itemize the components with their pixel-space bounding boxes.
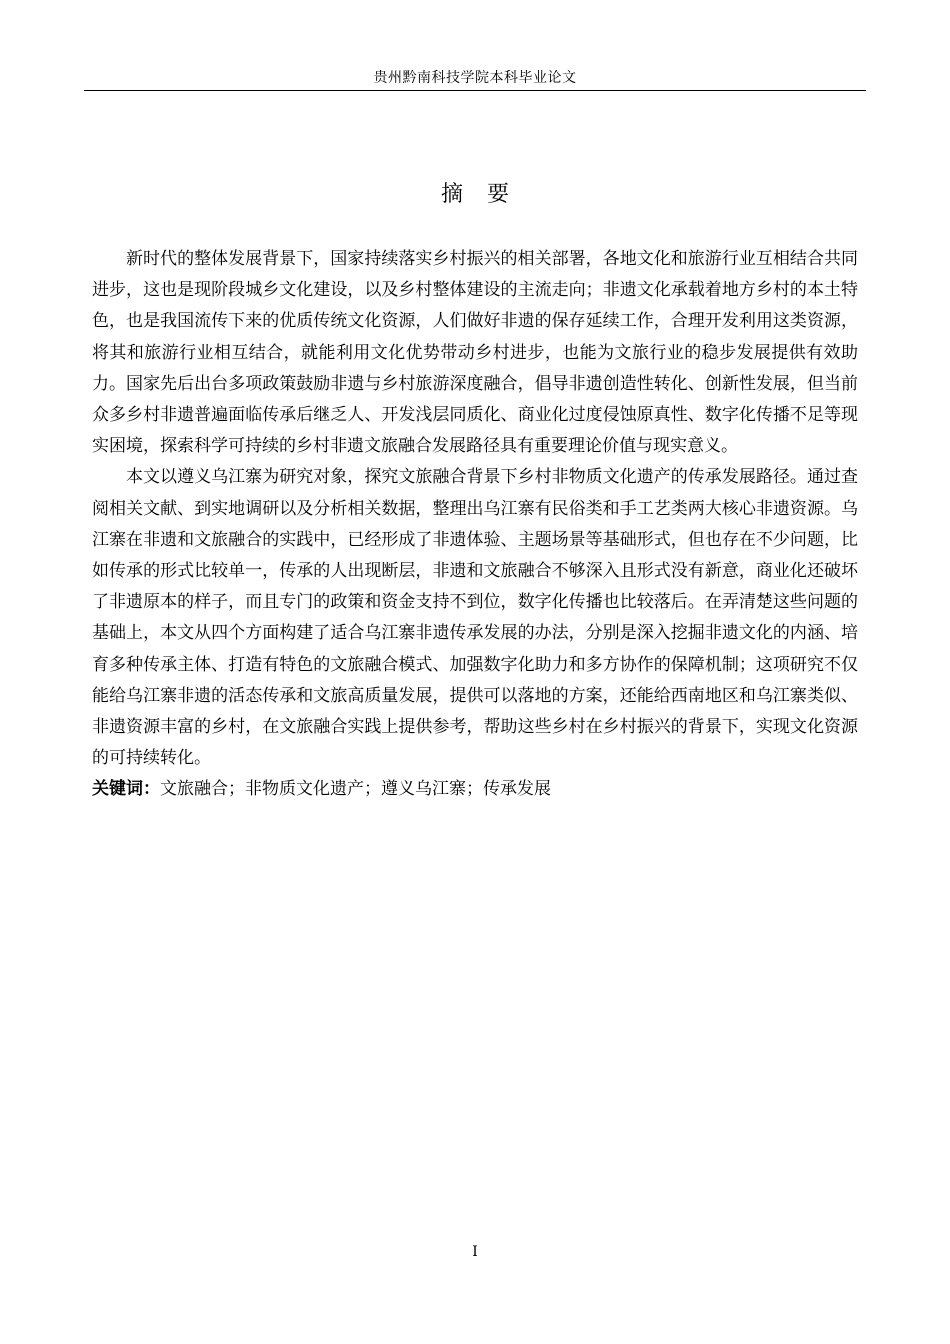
abstract-paragraph-1: 新时代的整体发展背景下，国家持续落实乡村振兴的相关部署，各地文化和旅游行业互相结合共同进步，这也是现阶段城乡文化建设，以及乡村整体建设的主流走向；非遗文化承载着地方乡村的本土特色，也是我国流传下来的优质传统文化资源，人们做好非遗的保存延续工作，合理开发利用这类资源，将其和旅游行业相互结合，就能利用文化优势带动乡村进步，也能为文旅行业的稳步发展提供有效助力。国家先后出台多项政策鼓励非遗与乡村旅游深度融合，倡导非遗创造性转化、创新性发展，但当前众多乡村非遗普遍面临传承后继乏人、开发浅层同质化、商业化过度侵蚀原真性、数字化传播不足等现实困境，探索科学可持续的乡村非遗文旅融合发展路径具有重要理论价值与现实意义。 <box>92 249 858 457</box>
abstract-body <box>92 244 858 806</box>
keywords-label: 关键词： <box>92 779 160 800</box>
abstract-title: 摘要 <box>440 182 533 207</box>
abstract-paragraph-2: 本文以遵义乌江寨为研究对象，探究文旅融合背景下乡村非物质文化遗产的传承发展路径。通过查阅相关文献、到实地调研以及分析相关数据，整理出乌江寨有民俗类和手工艺类两大核心非遗资源。乌江寨在非遗和文旅融合的实践中，已经形成了非遗体验、主题场景等基础形式，但也存在不少问题，比如传承的形式比较单一，传承的人出现断层，非遗和文旅融合不够深入且形式没有新意，商业化还破坏了非遗原本的样子，而且专门的政策和资金支持不到位，数字化传播也比较落后。在弄清楚这些问题的基础上，本文从四个方面构建了适合乌江寨非遗传承发展的办法，分别是深入挖掘非遗文化的内涵、培育多种传承主体、打造有特色的文旅融合模式、加强数字化助力和多方协作的保障机制；这项研究不仅能给乌江寨非遗的活态传承和文旅高质量发展，提供可以落地的方案，还能给西南地区和乌江寨类似、非遗资源丰富的乡村，在文旅融合实践上提供参考，帮助这些乡村在乡村振兴的背景下，实现文化资源的可持续转化。 <box>92 467 858 769</box>
keywords-text: 文旅融合；非物质文化遗产；遵义乌江寨；传承发展 <box>160 779 551 800</box>
page-number: I <box>472 1244 478 1260</box>
header-rule <box>84 90 866 91</box>
keywords-line <box>92 774 858 805</box>
running-header: 贵州黔南科技学院本科毕业论文 <box>373 70 577 86</box>
